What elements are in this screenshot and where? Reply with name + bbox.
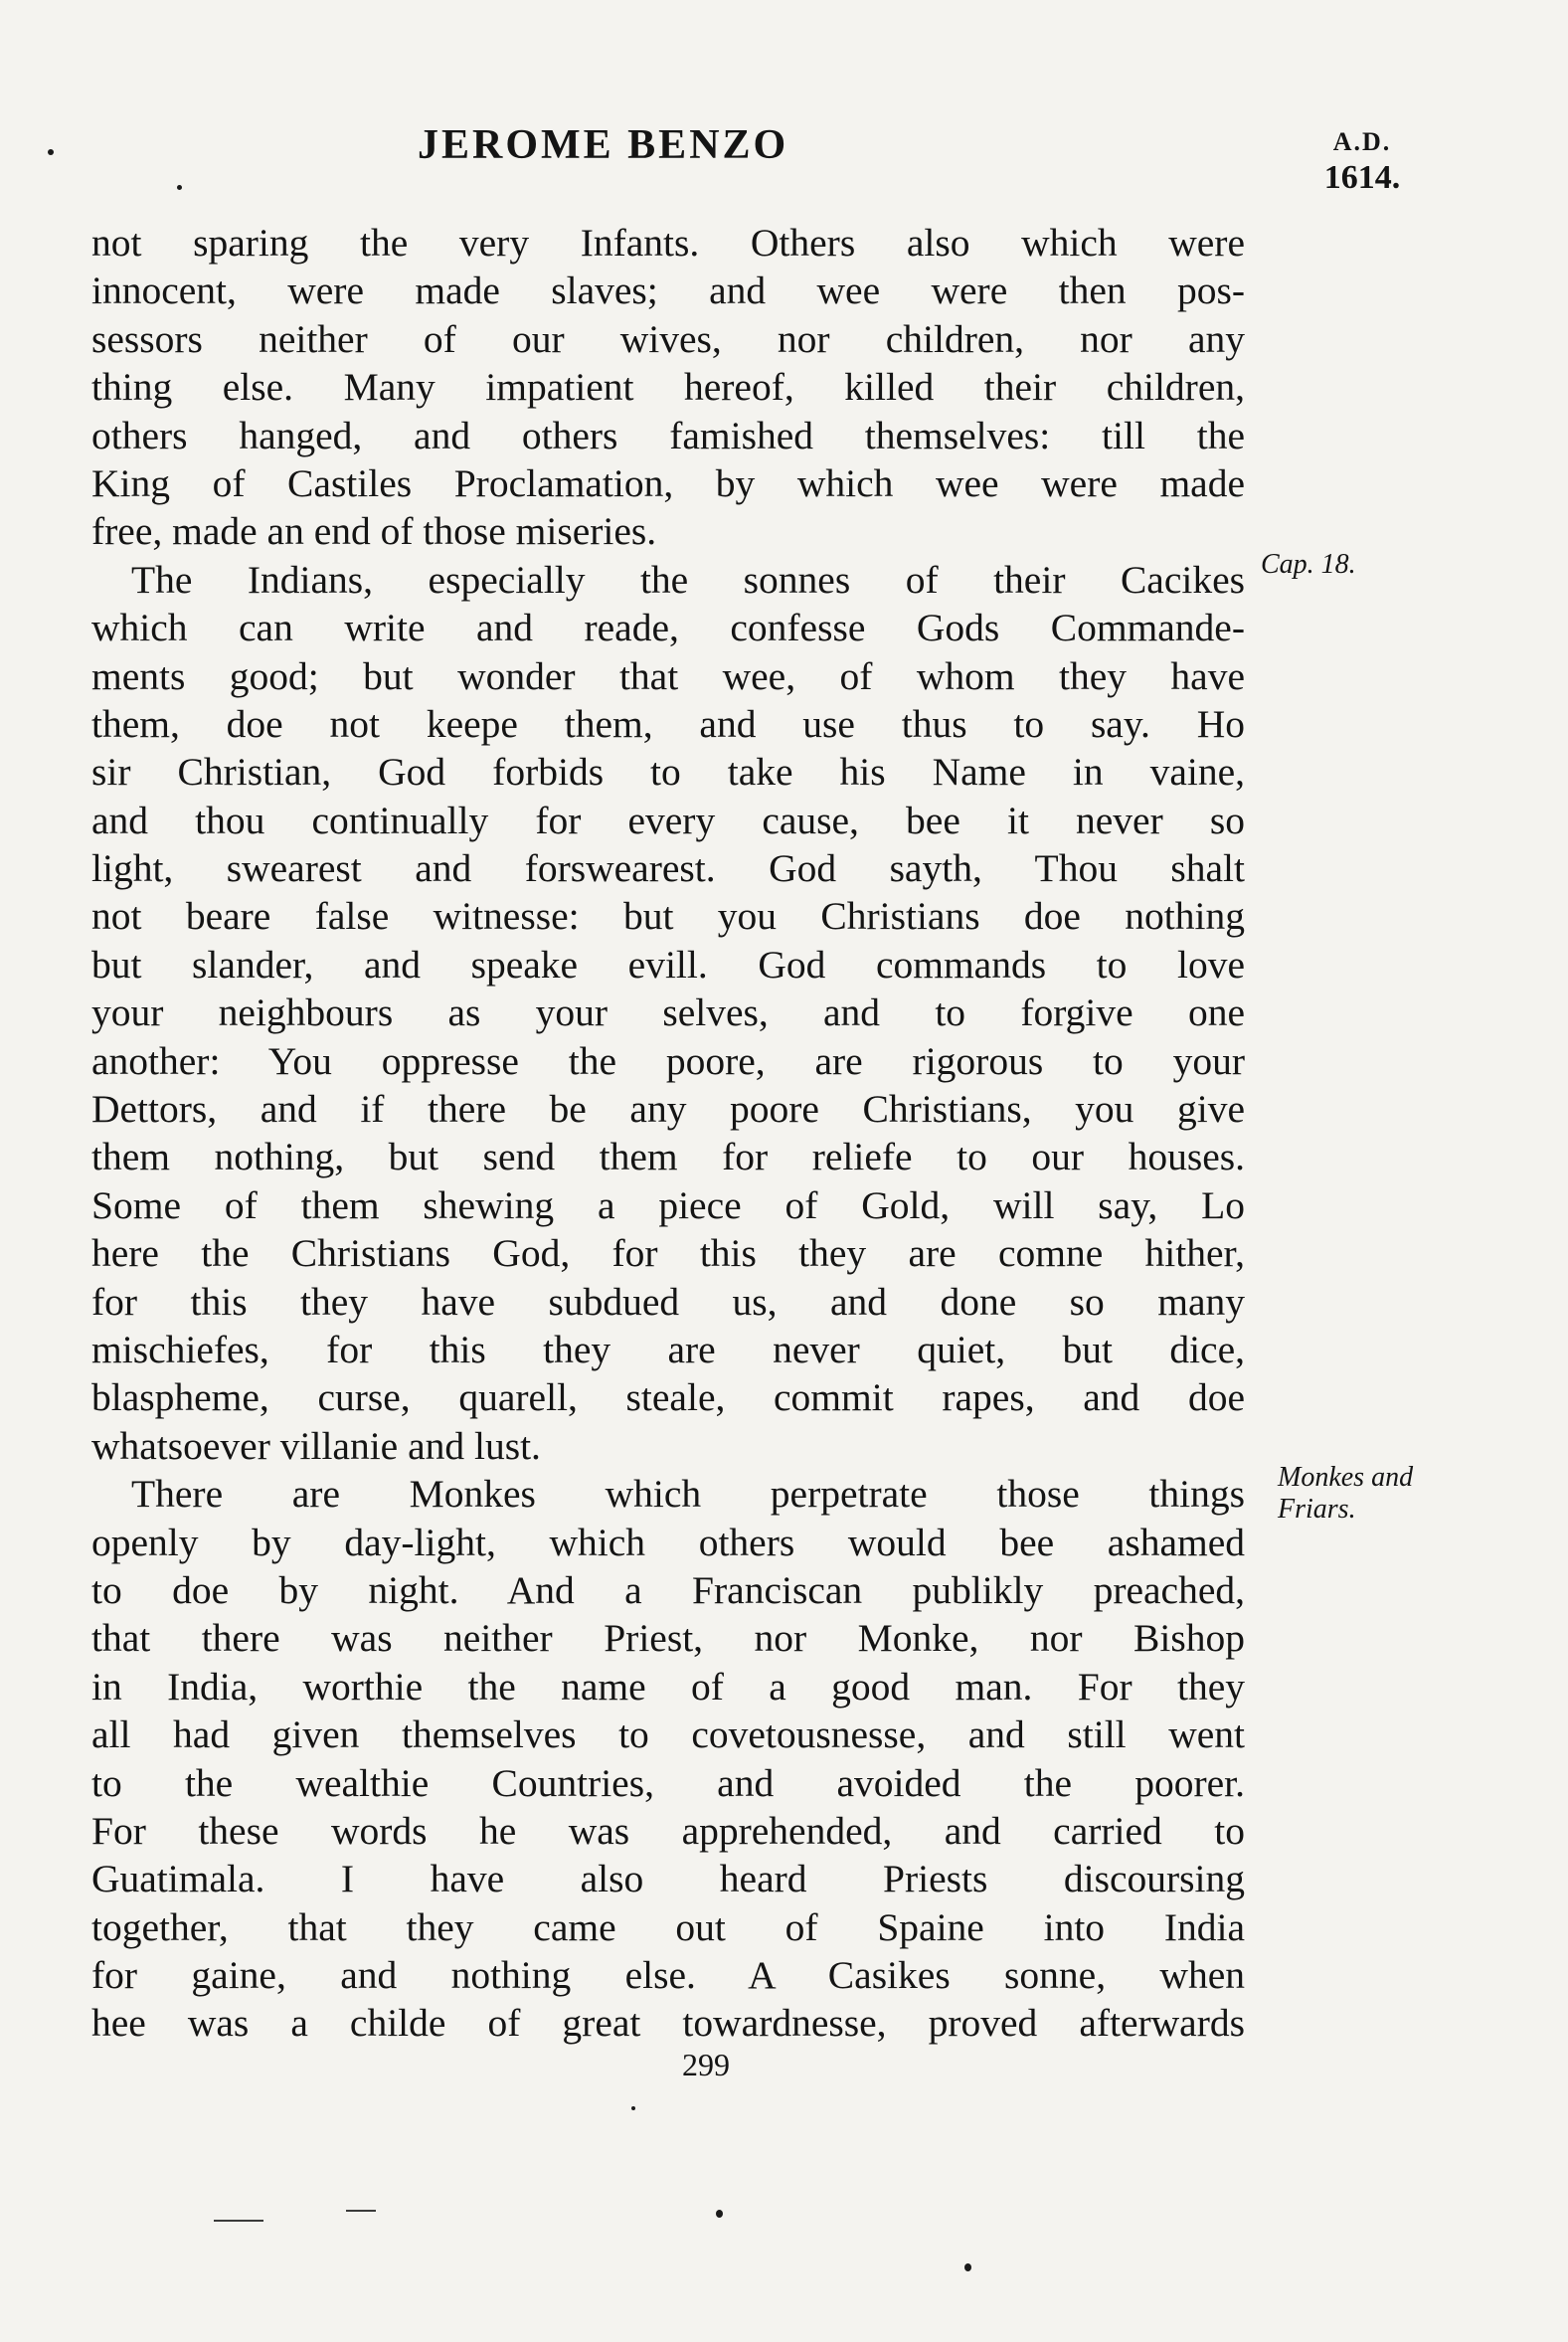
text-line: your neighbours as your selves, and to forgive one — [91, 991, 1245, 1035]
text-line: to the wealthie Countries, and avoided the poorer. — [91, 1760, 1245, 1805]
date-marker — [1307, 127, 1417, 197]
text-line: that there was neither Priest, nor Monke, nor Bishop — [91, 1616, 1245, 1661]
text-line: all had given themselves to covetousnesse, and still went — [91, 1712, 1245, 1757]
sidenote-chapter: Cap. 18. — [1261, 549, 1356, 580]
text-line: not sparing the very Infants. Others also which were — [91, 221, 1245, 265]
text-line: For these words he was apprehended, and carried to — [91, 1808, 1245, 1853]
date-year: 1614. — [1323, 159, 1401, 196]
text-line: them nothing, but send them for reliefe to our houses. — [91, 1135, 1245, 1179]
sidenote-monkes-line1: Monkes and — [1278, 1462, 1414, 1493]
text-line: sessors neither of our wives, nor children, nor any — [91, 316, 1245, 361]
text-line: Some of them shewing a piece of Gold, will say, Lo — [91, 1182, 1245, 1227]
scan-speck — [964, 2263, 971, 2271]
text-line: There are Monkes which perpetrate those things — [131, 1472, 1245, 1517]
sidenote-monkes-line2: Friars. — [1278, 1494, 1356, 1525]
text-line: not beare false witnesse: but you Christians doe nothing — [91, 894, 1245, 939]
text-line: Dettors, and if there be any poore Christians, you give — [91, 1087, 1245, 1132]
text-line: blaspheme, curse, quarell, steale, commit rapes, and doe — [91, 1375, 1245, 1420]
text-line: innocent, were made slaves; and wee were then pos- — [91, 269, 1245, 313]
text-line: thing else. Many impatient hereof, killed their children, — [91, 365, 1245, 410]
page-number: 299 — [682, 2047, 730, 2082]
text-line: The Indians, especially the sonnes of their Cacikes — [131, 557, 1245, 602]
text-line: which can write and reade, confesse Gods Commande- — [91, 606, 1245, 650]
text-line: Guatimala. I have also heard Priests discoursing — [91, 1857, 1245, 1901]
text-line: for this they have subdued us, and done so many — [91, 1279, 1245, 1324]
text-line: but slander, and speake evill. God commands to love — [91, 942, 1245, 987]
text-line: in India, worthie the name of a good man. For they — [91, 1664, 1245, 1709]
text-line: here the Christians God, for this they are comne hither, — [91, 1231, 1245, 1276]
text-line: another: You oppresse the poore, are rigorous to your — [91, 1038, 1245, 1083]
text-line: for gaine, and nothing else. A Casikes sonne, when — [91, 1953, 1245, 1998]
text-line: to doe by night. And a Franciscan publikly preached, — [91, 1567, 1245, 1612]
text-line: and thou continually for every cause, bee it never so — [91, 798, 1245, 842]
date-label: A.D. — [1332, 127, 1392, 156]
text-line: free, made an end of those miseries. — [91, 509, 657, 554]
scan-speck — [48, 149, 54, 155]
text-line: openly by day-light, which others would bee ashamed — [91, 1520, 1245, 1564]
text-line: whatsoever villanie and lust. — [91, 1423, 541, 1468]
scan-speck — [716, 2210, 723, 2218]
text-line: others hanged, and others famished themselves: till the — [91, 413, 1245, 457]
text-line: ments good; but wonder that wee, of whom they have — [91, 653, 1245, 698]
sidenote-monkes — [1278, 1462, 1413, 1526]
text-line: together, that they came out of Spaine into India — [91, 1904, 1245, 1949]
scan-rule-fragment — [346, 2210, 376, 2212]
scan-speck — [177, 185, 182, 190]
text-line: hee was a childe of great towardnesse, proved afterwards — [91, 2001, 1245, 2046]
text-line: sir Christian, God forbids to take his Name in vaine, — [91, 750, 1245, 795]
text-line: mischiefes, for this they are never quiet, but dice, — [91, 1327, 1245, 1371]
scan-rule-fragment — [214, 2220, 263, 2222]
scan-speck — [631, 2106, 635, 2110]
text-line: light, swearest and forswearest. God sayth, Thou shalt — [91, 846, 1245, 891]
text-line: them, doe not keepe them, and use thus to say. Ho — [91, 701, 1245, 746]
running-title: JEROME BENZO — [418, 122, 789, 168]
body-text — [91, 219, 1245, 2048]
text-line: King of Castiles Proclamation, by which wee were made — [91, 460, 1245, 505]
